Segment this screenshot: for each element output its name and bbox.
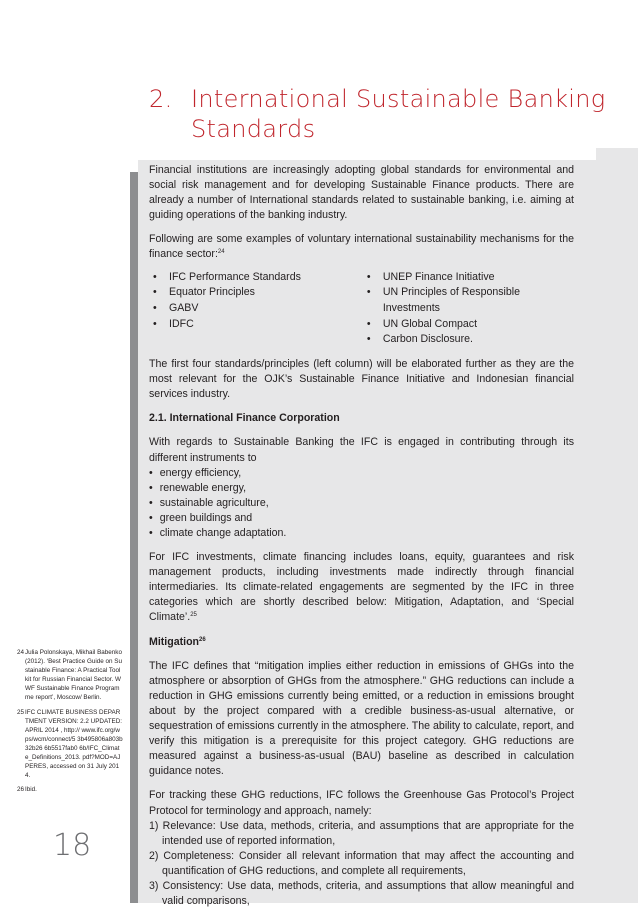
standards-right-column bbox=[363, 270, 574, 349]
list-item bbox=[149, 301, 363, 317]
list-item bbox=[363, 317, 574, 333]
list-item-text: GABV bbox=[169, 301, 199, 314]
intro-paragraph-2 bbox=[149, 232, 574, 262]
chapter-title-line2: Standards bbox=[191, 115, 316, 143]
page-number: 18 bbox=[53, 828, 92, 863]
list-item bbox=[149, 466, 574, 481]
list-item bbox=[149, 511, 574, 526]
list-item bbox=[149, 496, 574, 511]
panel-top-accent bbox=[596, 148, 638, 160]
list-item: 3) Consistency: Use data, methods, criteria, and assumptions that allow meaningful and valid comparisons, bbox=[149, 879, 574, 908]
bullet-icon: • bbox=[149, 527, 153, 540]
list-item-text: climate change adaptation. bbox=[159, 527, 287, 540]
list-item bbox=[149, 526, 574, 541]
list-item-text: UNEP Finance Initiative bbox=[382, 270, 495, 283]
mitigation-heading-text: Mitigation bbox=[149, 635, 200, 648]
bullet-icon: • bbox=[153, 317, 157, 330]
bullet-icon: • bbox=[366, 286, 371, 299]
list-item bbox=[149, 481, 574, 496]
bullet-icon: • bbox=[366, 333, 371, 346]
footnote-ref-25[interactable]: 25 bbox=[190, 612, 197, 619]
bullet-icon: • bbox=[149, 481, 153, 494]
list-item-text: Carbon Disclosure. bbox=[382, 333, 473, 346]
main-content bbox=[149, 163, 574, 909]
list-item-text: Equator Principles bbox=[169, 286, 255, 299]
mitigation-paragraph-2: For tracking these GHG reductions, IFC follows the Greenhouse Gas Protocol’s Project Protocol for terminology and approach, namely: bbox=[149, 789, 574, 817]
mitigation-paragraph-1: The IFC defines that “mitigation implies either reduction in emissions of GHGs into the atmosphere or absorption of GHGs from the atmosphere.” GHG reductions can include a reduction in GHG emissions currently being emitted, or a reduction in emissions brought about by the project compared with a credible business-as-usual alternative, or sequestration of emissions currently in the atmosphere. The ability to calculate, report, and verify this mitigation is a prerequisite for this project category. GHG reductions are measured against a business-as-usual (BAU) baseline as described in calculation guidance notes. bbox=[149, 659, 574, 778]
footnote-number: 25 bbox=[17, 708, 25, 716]
content-panel-edge bbox=[130, 172, 138, 903]
list-item bbox=[363, 270, 574, 286]
ifc-paragraph-2-text: For IFC investments, climate financing includes loans, equity, guarantees and risk management products, including investments made indirectly through financial intermediaries. Its climate-related engagements are segmented by the IFC in three categories which are shortly described below: Mitigation, Adaptation, and ‘Special Climate’. bbox=[149, 551, 574, 624]
section-heading-mitigation bbox=[149, 635, 574, 650]
list-item-text: UN Principles of Responsible Investments bbox=[382, 286, 521, 314]
bullet-icon: • bbox=[149, 466, 153, 479]
footnote-text: Ibid. bbox=[25, 786, 37, 794]
ifc-paragraph-1: With regards to Sustainable Banking the IFC is engaged in contributing through its different instruments to bbox=[149, 436, 574, 464]
bullet-icon: • bbox=[153, 270, 157, 283]
standards-left-column bbox=[149, 270, 363, 349]
chapter-title-line1: International Sustainable Banking bbox=[191, 85, 606, 113]
footnote-number: 26 bbox=[17, 786, 25, 794]
list-item-text: UN Global Compact bbox=[382, 317, 478, 330]
footnote-ref-26[interactable]: 26 bbox=[199, 636, 206, 643]
chapter-title bbox=[149, 84, 619, 144]
footnote-number: 24 bbox=[17, 649, 25, 656]
bullet-icon: • bbox=[149, 511, 153, 524]
section-heading-ifc: 2.1. International Finance Corporation bbox=[149, 412, 340, 425]
footnote-ref-24[interactable]: 24 bbox=[217, 249, 225, 256]
intro-paragraph-3: The first four standards/principles (left column) will be elaborated further as they are the most relevant for the OJK’s Sustainable Finance Initiative and Indonesian financial services industry. bbox=[149, 358, 574, 401]
footnote-25 bbox=[17, 708, 123, 781]
footnote-26 bbox=[17, 785, 123, 794]
footnote-text: Julia Polonskaya, Mikhail Babenko (2012). ‘Best Practice Guide on Sustainable Finance: A Practical Toolkit for Russian Financial Sector. WWF Sustainable Finance Programme report’, Moscow/ Berlin. bbox=[25, 649, 122, 702]
list-item-text: IDFC bbox=[169, 317, 194, 330]
list-item bbox=[363, 285, 574, 316]
list-item bbox=[149, 285, 363, 301]
footnotes bbox=[17, 648, 123, 799]
list-item: 1) Relevance: Use data, methods, criteria, and assumptions that are appropriate for the intended use of reported information, bbox=[149, 819, 574, 847]
intro-paragraph-1: Financial institutions are increasingly adopting global standards for environmental and social risk management and for developing Sustainable Finance products. There are already a number of International standards related to sustainable banking, i.e. aiming at guiding operations of the banking industry. bbox=[149, 164, 574, 222]
bullet-icon: • bbox=[149, 496, 153, 509]
list-item-text: renewable energy, bbox=[159, 481, 247, 494]
chapter-number: 2. bbox=[149, 85, 173, 113]
intro-paragraph-2-text: Following are some examples of voluntary international sustainability mechanisms for the finance sector: bbox=[149, 233, 574, 261]
list-item-text: IFC Performance Standards bbox=[169, 270, 301, 283]
footnote-text[interactable]: IFC CLIMATE BUSINESS DEPARTMENT VERSION: 2.2 UPDATED: APRIL 2014 , http:// www.ifc.org/wps/wcm/connect/5 3b495806a803b32b26 6b5517fab0 6b/IFC_Climate_Definitions_2013. pdf?MOD=AJPERES, accessed on 31 July 2014. bbox=[25, 708, 123, 780]
bullet-icon: • bbox=[366, 270, 371, 283]
standards-bullet-columns bbox=[149, 270, 574, 349]
ifc-paragraph-2 bbox=[149, 550, 574, 625]
ifc-instrument-list bbox=[149, 466, 574, 541]
list-item bbox=[363, 332, 574, 348]
footnote-24 bbox=[17, 648, 123, 703]
list-item: 2) Completeness: Consider all relevant information that may affect the accounting and quantification of GHG reductions, and complete all requirements, bbox=[149, 849, 574, 877]
list-item-text: energy efficiency, bbox=[159, 466, 242, 479]
bullet-icon: • bbox=[366, 317, 371, 330]
list-item-text: sustainable agriculture, bbox=[159, 496, 269, 509]
list-item-text: green buildings and bbox=[159, 511, 253, 524]
list-item bbox=[149, 317, 363, 333]
ghg-principles-list bbox=[149, 819, 574, 909]
bullet-icon: • bbox=[153, 301, 157, 314]
bullet-icon: • bbox=[153, 286, 157, 299]
list-item bbox=[149, 270, 363, 286]
